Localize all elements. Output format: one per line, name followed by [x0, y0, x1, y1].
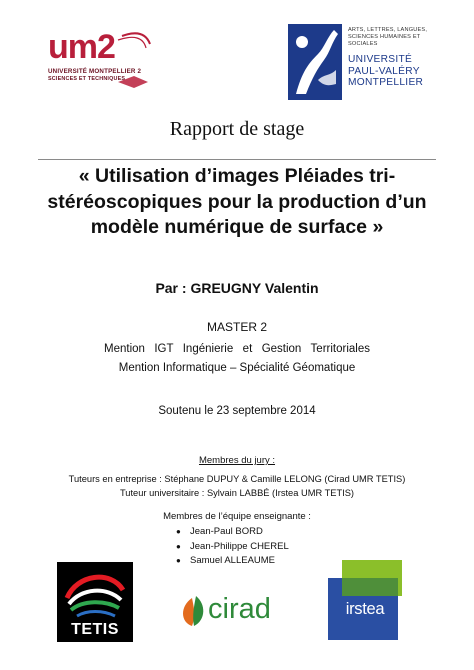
um2-university-name: UNIVERSITÉ MONTPELLIER 2	[48, 68, 142, 75]
report-title-line: « Utilisation d’images Pléiades tri-	[78, 165, 396, 187]
upv-logo	[288, 24, 428, 102]
mention-info-line: Mention Informatique – Spécialité Géomatique	[118, 362, 356, 374]
member-name: Jean-Paul BORD	[190, 526, 263, 537]
report-title-line: modèle numérique de surface »	[90, 216, 384, 238]
um2-logo	[48, 30, 156, 92]
report-title-line: stéréoscopiques pour la production d’un	[47, 190, 427, 213]
irstea-logo	[328, 560, 402, 640]
upv-faculty-text	[348, 27, 428, 49]
cirad-logo	[178, 592, 290, 628]
um2-wordmark: um2	[48, 28, 115, 66]
member-name: Samuel ALLEAUME	[190, 555, 276, 566]
upv-faculty-line: ARTS, LETTRES, LANGUES,	[348, 27, 428, 33]
um2-faculty-name: SCIENCES ET TECHNIQUES	[48, 76, 126, 82]
teaching-team-heading: Membres de l’équipe enseignante :	[163, 511, 311, 522]
upv-name-line: MONTPELLIER	[348, 77, 424, 88]
university-tutor-line: Tuteur universitaire : Sylvain LABBÉ (Irstea UMR TETIS)	[119, 488, 355, 498]
bullet-icon: ●	[176, 556, 181, 565]
list-item	[176, 540, 289, 555]
member-name: Jean-Philippe CHEREL	[190, 540, 289, 552]
degree-line: MASTER 2	[206, 320, 267, 334]
upv-name-text	[348, 54, 430, 89]
company-tutors-line: Tuteurs en entreprise : Stéphane DUPUY & Camille LELONG (Cirad UMR TETIS)	[68, 474, 406, 484]
upv-figure-icon	[288, 24, 342, 100]
cirad-leaf-icon	[178, 592, 208, 628]
tetis-logo	[57, 562, 133, 642]
upv-name-line: UNIVERSITÉ	[348, 54, 413, 65]
list-item	[176, 525, 289, 540]
mention-igt-line: Mention IGT Ingénierie et Gestion Territoriales	[104, 343, 370, 355]
report-title	[30, 164, 444, 241]
title-divider	[38, 159, 436, 160]
upv-faculty-line: SOCIALES	[348, 41, 378, 48]
list-item	[176, 554, 289, 569]
tetis-globe-icon	[57, 564, 133, 624]
upv-name-line: PAUL-VALÉRY	[348, 65, 420, 77]
author-line: Par : GREUGNY Valentin	[155, 280, 319, 296]
irstea-wordmark: irstea	[345, 600, 385, 618]
defense-date-line: Soutenu le 23 septembre 2014	[158, 405, 316, 417]
cirad-wordmark: cirad	[208, 593, 271, 625]
jury-heading: Membres du jury :	[198, 455, 276, 466]
upv-emblem	[288, 24, 342, 100]
upv-faculty-line: SCIENCES HUMAINES ET	[348, 34, 421, 41]
teaching-members-list	[176, 525, 289, 569]
report-type-heading: Rapport de stage	[169, 118, 305, 140]
bullet-icon: ●	[176, 527, 181, 536]
bullet-icon: ●	[176, 541, 181, 551]
tetis-wordmark: TETIS	[71, 621, 119, 638]
